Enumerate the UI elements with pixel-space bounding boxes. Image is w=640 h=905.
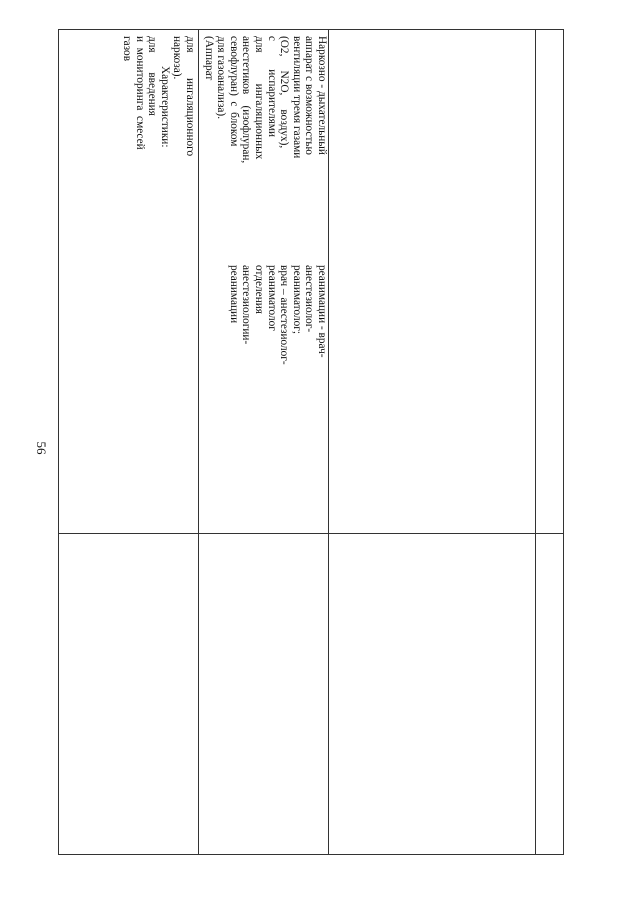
position-line: реанимации - врач- — [316, 265, 328, 358]
name-line: аппарат с возможностью — [303, 36, 316, 155]
row-divider-specialty — [198, 29, 199, 855]
table-border-right — [58, 854, 564, 855]
position-line: реаниматолог — [265, 265, 278, 331]
name-line: анестетиков (изофлуран, — [240, 36, 253, 164]
page-number: 56 — [34, 441, 49, 455]
row-separator — [58, 533, 564, 534]
row-divider-number — [535, 29, 536, 855]
position-line: реанимации — [227, 265, 240, 324]
name-line: севофлуран) с блоком — [227, 36, 240, 147]
name-cell-row1-continued — [60, 32, 198, 252]
row-divider-name — [328, 29, 329, 855]
equipment-table — [57, 29, 564, 855]
col-mark — [328, 29, 329, 30]
table-border-bottom — [58, 29, 59, 855]
name-line: вентиляции тремя газами — [290, 36, 303, 159]
table-border-left — [58, 29, 564, 30]
name-line: газов — [121, 36, 134, 62]
name-line: Наркозно - дыхательный — [316, 36, 328, 155]
name-line: для газоанализа). — [215, 36, 228, 120]
name-line: (O2, N2O, воздух), — [278, 36, 291, 149]
name-line: (Аппарат — [202, 36, 215, 81]
position-line: анестезиологии- — [240, 265, 253, 345]
name-cell-row1 — [200, 32, 328, 252]
name-line: для ингаляционного — [184, 36, 196, 157]
position-line: анестезиолог- — [303, 265, 316, 333]
table-border-top — [563, 29, 564, 855]
position-line: реаниматолог; — [290, 265, 303, 335]
name-line: для введения — [146, 36, 159, 116]
name-line: для ингаляционных — [253, 36, 266, 160]
position-line: врач – анестезиолог- — [278, 265, 291, 365]
name-line: с испарителями — [265, 36, 278, 138]
name-line: Характеристики: — [158, 66, 171, 148]
name-line: наркоза). — [171, 36, 184, 80]
position-line: отделения — [253, 265, 266, 314]
name-line: и мониторинга смесей — [133, 36, 146, 150]
position-cell-row1 — [200, 261, 328, 386]
